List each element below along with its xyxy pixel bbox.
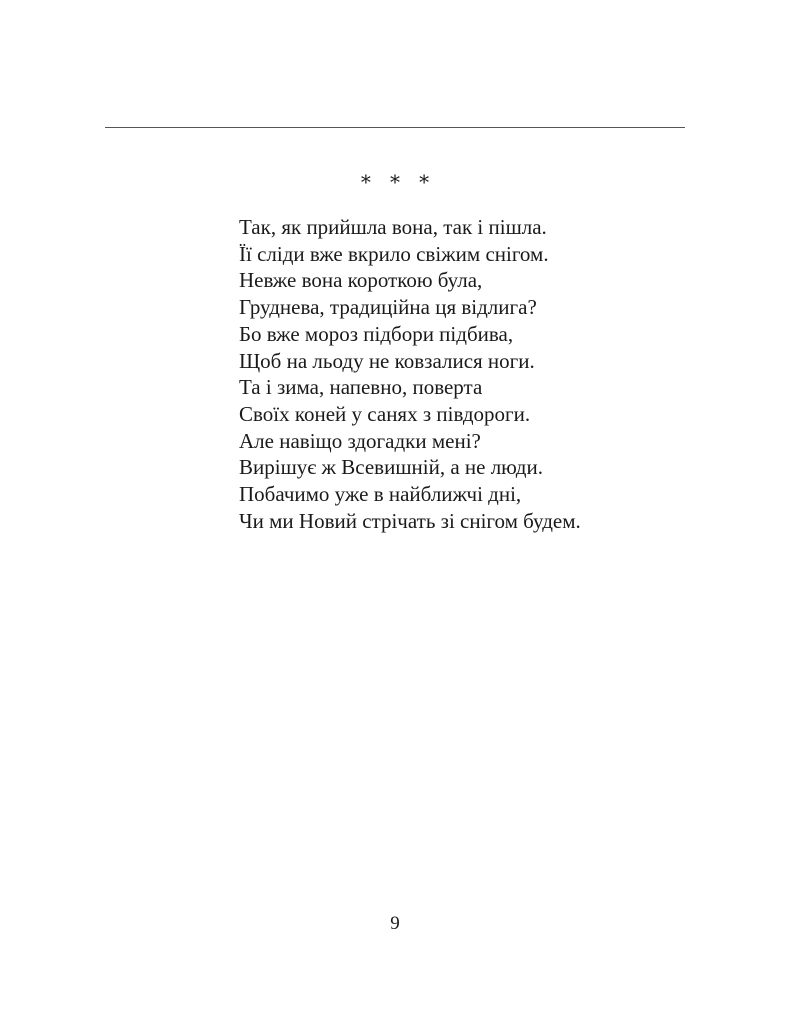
poem-line: Вирішує ж Всевишній, а не люди.	[239, 455, 543, 480]
header-rule	[105, 127, 685, 128]
poem-line: Невже вона короткою була,	[239, 268, 483, 293]
poem-line: Чи ми Новий стрічать зі снігом будем.	[239, 508, 581, 533]
poem-line: Своїх коней у санях з півдороги.	[239, 401, 531, 426]
page-number: 9	[390, 913, 400, 934]
poem-line: Бо вже мороз підбори підбива,	[239, 321, 514, 346]
poem-line: Груднева, традиційна ця відлига?	[239, 295, 537, 320]
section-separator: * * *	[360, 170, 430, 194]
poem-line: Її сліди вже вкрило свіжим снігом.	[239, 241, 549, 266]
poem-line: Побачимо уже в найближчі дні,	[239, 482, 522, 507]
poem-line: Та і зима, напевно, поверта	[239, 375, 483, 400]
poem-stanza	[239, 214, 581, 534]
poem-line: Але навіщо здогадки мені?	[239, 428, 481, 453]
poem-line: Щоб на льоду не ковзалися ноги.	[239, 348, 535, 373]
poem-line: Так, як прийшла вона, так і пішла.	[239, 215, 547, 239]
